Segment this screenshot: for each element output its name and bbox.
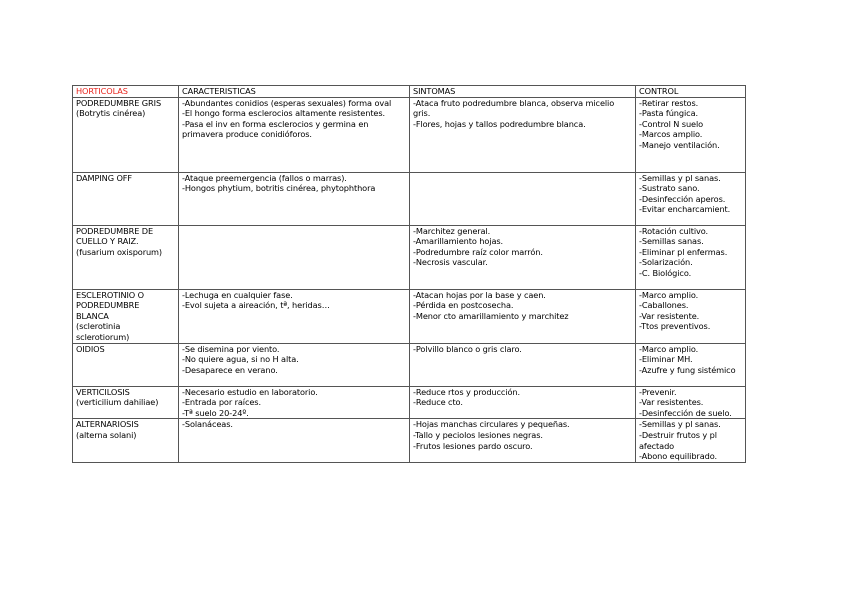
cell-line: (sclerotinia sclerotiorum) xyxy=(76,321,130,342)
header-row xyxy=(73,86,746,98)
cell-line: -Semillas sanas. xyxy=(639,236,704,247)
table-row xyxy=(73,97,746,172)
cell-line: -Semillas y pl sanas. xyxy=(639,419,721,430)
cell-line: -Frutos lesiones pardo oscuro. xyxy=(413,440,533,451)
cell-line: -El hongo forma esclerocios altamente resistentes. xyxy=(182,108,386,119)
cell-caracteristicas xyxy=(179,386,410,419)
cell-line: -Reduce rtos y producción. xyxy=(413,386,520,397)
cell-line: -Abono equilibrado. xyxy=(639,451,717,462)
cell-control xyxy=(636,172,746,225)
header-sintomas: SINTOMAS xyxy=(410,86,636,98)
cell-caracteristicas xyxy=(179,97,410,172)
cell-line: -Caballones. xyxy=(639,300,689,311)
cell-name xyxy=(73,289,179,343)
cell-line: VERTICILOSIS xyxy=(76,386,130,397)
cell-caracteristicas xyxy=(179,419,410,463)
table-row xyxy=(73,172,746,225)
cell-control xyxy=(636,225,746,289)
cell-line: ALTERNARIOSIS xyxy=(76,419,139,430)
cell-name xyxy=(73,386,179,419)
cell-line: -Marco amplio. xyxy=(639,289,699,300)
cell-line: -Eliminar MH. xyxy=(639,354,693,365)
cell-line: -Flores, hojas y tallos podredumbre blanca. xyxy=(413,118,586,129)
cell-name xyxy=(73,343,179,386)
cell-line: -Amarillamiento hojas. xyxy=(413,236,504,247)
cell-line: -Ttos preventivos. xyxy=(639,321,711,332)
cell-line: (Botrytis cinérea) xyxy=(76,108,146,119)
cell-line: -Evitar encharcamient. xyxy=(639,204,731,215)
cell-line: (verticilium dahiliae) xyxy=(76,397,159,408)
cell-line: -Manejo ventilación. xyxy=(639,139,720,150)
cell-line: -Necrosis vascular. xyxy=(413,257,488,268)
cell-sintomas xyxy=(410,225,636,289)
cell-line: -Tª suelo 20-24º. xyxy=(182,407,249,418)
cell-line: -No quiere agua, si no H alta. xyxy=(182,354,299,365)
cell-line: -Necesario estudio en laboratorio. xyxy=(182,386,318,397)
cell-caracteristicas xyxy=(179,343,410,386)
cell-sintomas xyxy=(410,97,636,172)
cell-line: -Marco amplio. xyxy=(639,343,699,354)
cell-line: -Pasa el inv en forma esclerocios y germina en primavera produce conidióforos. xyxy=(182,118,369,140)
cell-line: -Atacan hojas por la base y caen. xyxy=(413,289,546,300)
cell-line: -Pérdida en postcosecha. xyxy=(413,300,514,311)
cell-line: -Retirar restos. xyxy=(639,97,699,108)
cell-line: -Entrada por raíces. xyxy=(182,397,261,408)
cell-line: -Eliminar pl enfermas. xyxy=(639,246,728,257)
cell-line: (fusarium oxisporum) xyxy=(76,246,163,257)
cell-line: -Menor cto amarillamiento y marchitez xyxy=(413,310,569,321)
cell-sintomas xyxy=(410,419,636,463)
cell-sintomas xyxy=(410,172,636,225)
cell-name xyxy=(73,419,179,463)
cell-line: -Semillas y pl sanas. xyxy=(639,172,721,183)
cell-line: ESCLEROTINIO O PODREDUMBRE BLANCA xyxy=(76,289,145,321)
cell-line: PODREDUMBRE DE CUELLO Y RAIZ. xyxy=(76,225,154,247)
cell-line: -C. Biológico. xyxy=(639,267,692,278)
cell-caracteristicas xyxy=(179,225,410,289)
cell-line: PODREDUMBRE GRIS xyxy=(76,97,162,108)
cell-line: -Prevenir. xyxy=(639,386,677,397)
cell-line: -Se disemina por viento. xyxy=(182,343,280,354)
cell-control xyxy=(636,289,746,343)
table-row xyxy=(73,419,746,463)
cell-sintomas xyxy=(410,343,636,386)
cell-control xyxy=(636,419,746,463)
cell-control xyxy=(636,97,746,172)
cell-line: -Lechuga en cualquier fase. xyxy=(182,289,293,300)
cell-line: -Pasta fúngica. xyxy=(639,108,698,119)
cell-name xyxy=(73,225,179,289)
cell-line: -Abundantes conidios (esperas sexuales) forma oval xyxy=(182,97,392,108)
cell-line: -Reduce cto. xyxy=(413,397,463,408)
cell-line: -Var resistente. xyxy=(639,310,700,321)
table-body xyxy=(73,97,746,463)
cell-line: -Azufre y fung sistémico xyxy=(639,364,736,375)
table-row xyxy=(73,225,746,289)
cell-line: -Ataque preemergencia (fallos o marras). xyxy=(182,172,347,183)
cell-caracteristicas xyxy=(179,289,410,343)
cell-line: -Evol sujeta a aireación, tª, heridas… xyxy=(182,300,330,311)
table-row xyxy=(73,386,746,419)
cell-sintomas xyxy=(410,289,636,343)
cell-line: -Sustrato sano. xyxy=(639,183,700,194)
cell-line: -Hongos phytium, botritis cinérea, phytophthora xyxy=(182,183,376,194)
cell-line: -Solarización. xyxy=(639,257,693,268)
header-control: CONTROL xyxy=(636,86,746,98)
cell-line: -Var resistentes. xyxy=(639,397,704,408)
cell-line: -Desinfección aperos. xyxy=(639,193,726,204)
disease-table xyxy=(72,85,746,463)
cell-name xyxy=(73,172,179,225)
cell-line: DAMPING OFF xyxy=(76,172,133,183)
header-horticolas: HORTICOLAS xyxy=(73,86,179,98)
cell-name xyxy=(73,97,179,172)
cell-line: -Polvillo blanco o gris claro. xyxy=(413,343,522,354)
cell-line: -Tallo y peciolos lesiones negras. xyxy=(413,429,543,440)
table-row xyxy=(73,289,746,343)
cell-line: -Marchitez general. xyxy=(413,225,491,236)
cell-line: -Desaparece en verano. xyxy=(182,364,278,375)
cell-sintomas xyxy=(410,386,636,419)
cell-line: -Ataca fruto podredumbre blanca, observa micelio gris. xyxy=(413,97,615,119)
cell-line: -Podredumbre raíz color marrón. xyxy=(413,246,543,257)
cell-line: -Hojas manchas circulares y pequeñas. xyxy=(413,419,570,430)
cell-line: -Desinfección de suelo. xyxy=(639,407,732,418)
cell-caracteristicas xyxy=(179,172,410,225)
cell-line: -Control N suelo xyxy=(639,118,704,129)
cell-line: -Marcos amplio. xyxy=(639,129,703,140)
table-row xyxy=(73,343,746,386)
cell-line: (alterna solani) xyxy=(76,429,137,440)
header-caracteristicas: CARACTERISTICAS xyxy=(179,86,410,98)
cell-line: -Solanáceas. xyxy=(182,419,233,430)
cell-control xyxy=(636,386,746,419)
cell-line: -Rotación cultivo. xyxy=(639,225,709,236)
cell-line: -Destruir frutos y pl afectado xyxy=(639,429,717,451)
cell-line: OIDIOS xyxy=(76,343,105,354)
cell-control xyxy=(636,343,746,386)
